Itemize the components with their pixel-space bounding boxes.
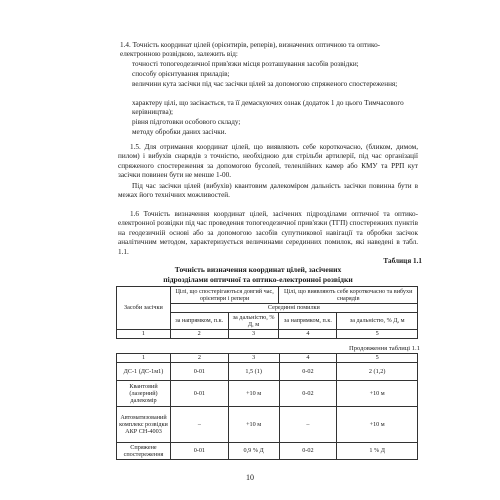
- cell-a-dir: –: [170, 407, 228, 443]
- list-item: точності топогеодезичної прив'язки місця розташування засобів розвідки;: [132, 60, 359, 68]
- table-row: [117, 443, 418, 460]
- row-device: Квантовий (лазерний) далекомір: [117, 381, 171, 407]
- table-body: [116, 353, 418, 460]
- column-number: 4: [279, 354, 337, 363]
- column-number: 2: [170, 330, 228, 339]
- list-item: методу обробки даних засічки.: [132, 128, 227, 136]
- cell-a-dir: 0-01: [170, 443, 228, 460]
- list-item: характеру цілі, що засікається, та її демаскуючих ознак (додаток 1 до цього Тимчасового керівництва);: [132, 99, 404, 117]
- row-device: ДС-1 (ДС-1м1): [117, 363, 171, 381]
- header-device: Засоби засічки: [117, 287, 171, 330]
- column-number: 5: [337, 330, 418, 339]
- row-device: Спряжене спостереження: [117, 443, 171, 460]
- cell-b-range: +10 м: [337, 407, 418, 443]
- table-row: [117, 363, 418, 381]
- section-1-5-paragraph: 1.5. Для отримання координат цілей, що виявляють себе короткочасно, (бликом, димом, пилом) і вибухів снарядів з точністю, необхідною для стрільби артилерії, під час організації спряженого спостереження за допомогою бусолей, теленлійних камер або КМУ та РРП кут засічки повинен бути не менше 1-00.: [118, 143, 418, 180]
- header-range: за дальністю, % Д, м: [228, 313, 279, 330]
- header-range: за дальністю, % Д, м: [337, 313, 418, 330]
- table-continuation: Продовження таблиці 1.1: [348, 345, 420, 352]
- page-number: 10: [246, 473, 254, 482]
- column-number: 1: [117, 354, 171, 363]
- column-number: 2: [170, 354, 228, 363]
- column-number: 1: [117, 330, 171, 339]
- table-label: Таблиця 1.1: [383, 257, 422, 265]
- cell-a-range: +10 м: [228, 381, 279, 407]
- header-dir: за напрямком, п.к.: [170, 313, 228, 330]
- cell-b-range: 2 (1,2): [337, 363, 418, 381]
- cell-b-dir: 0-02: [279, 363, 337, 381]
- cell-b-range: 1 % Д: [337, 443, 418, 460]
- table-row: [117, 407, 418, 443]
- list-item: способу орієнтування приладів;: [132, 70, 230, 78]
- table-header: [116, 286, 418, 339]
- cell-a-range: 1,5 (1): [228, 363, 279, 381]
- header-median-errors: Серединні помилки: [170, 304, 417, 313]
- section-1-4-intro: 1.4. Точність координат цілей (орієнтирів, реперів), визначених оптичною та оптико-електронною розвідкою, залежить від:: [120, 41, 381, 59]
- column-number: 4: [279, 330, 337, 339]
- cell-b-dir: 0-02: [279, 443, 337, 460]
- section-1-6-paragraph: 1.6 Точність визначення координат цілей, засічених підрозділами оптичної та оптико-електронної розвідки під час проведення топогеодезичної прив'язки (ТГП) спостережних пунктів на геодезичній основі або за допомогою засобів супутникової навігації та обробки засічок аналітичним методом, характеризується величинами серединних помилок, які наведені в табл. 1.1.: [118, 210, 418, 256]
- header-group-a: Цілі, що спостерігаються довгий час, орієнтири і репери: [170, 287, 279, 304]
- list-item: рівня підготовки особового складу;: [132, 118, 241, 126]
- column-number: 3: [228, 354, 279, 363]
- cell-b-range: +10 м: [337, 381, 418, 407]
- cell-a-range: +10 м: [228, 407, 279, 443]
- row-device: Автоматизований комплекс розвідки АКР СН-4003: [117, 407, 171, 443]
- column-number: 3: [228, 330, 279, 339]
- table-row: [117, 381, 418, 407]
- header-group-b: Цілі, що виявляють себе короткочасно та вибухи снарядів: [279, 287, 418, 304]
- header-dir: за напрямком, п.к.: [279, 313, 337, 330]
- cell-b-dir: –: [279, 407, 337, 443]
- cell-a-range: 0,9 % Д: [228, 443, 279, 460]
- column-number: 5: [337, 354, 418, 363]
- section-1-5-paragraph-2: Під час засічки цілей (вибухів) квантовим далекоміром дальність засічки повинна бути в межах його технічних можливостей.: [118, 182, 418, 200]
- cell-a-dir: 0-01: [170, 381, 228, 407]
- table-title: Точність визначення координат цілей, засічених підрозділами оптичної та оптико-електронної розвідки: [163, 265, 353, 284]
- cell-b-dir: 0-02: [279, 381, 337, 407]
- cell-a-dir: 0-01: [170, 363, 228, 381]
- list-item: величини кута засічки під час засічки цілей за допомогою спряженого спостереження;: [132, 80, 398, 88]
